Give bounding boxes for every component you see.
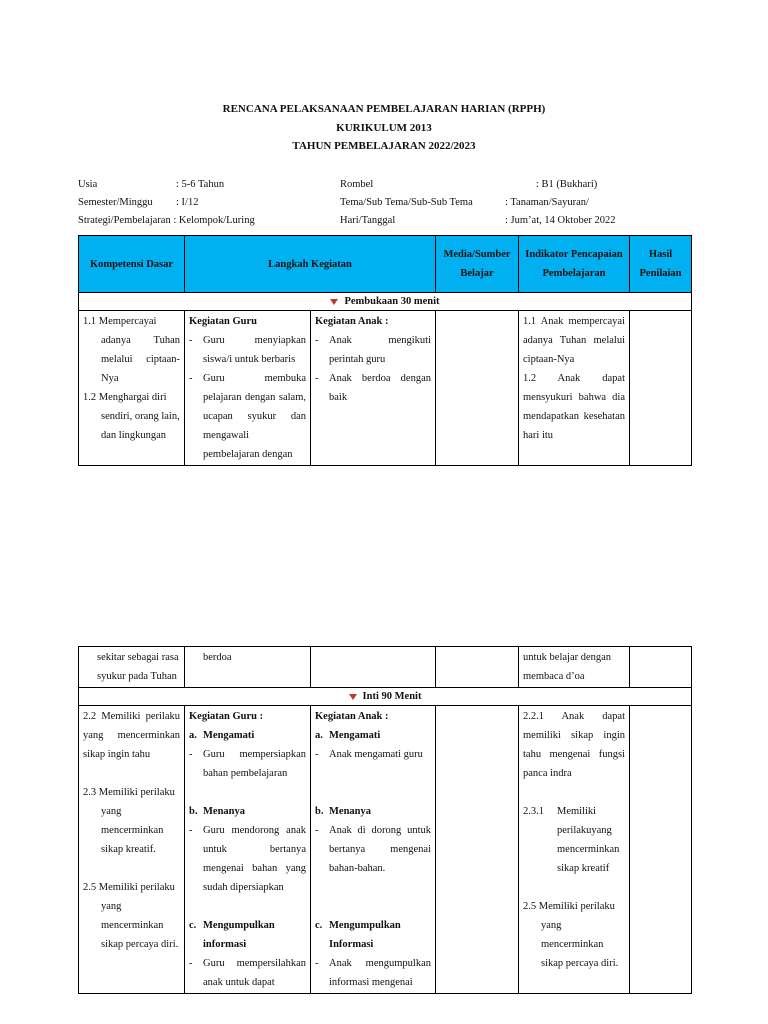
anak-step-2: Anak berdoa dengan baik <box>329 373 432 403</box>
doc-subtitle-year: TAHUN PEMBELAJARAN 2022/2023 <box>292 140 476 152</box>
doc-title: RENCANA PELAKSANAAN PEMBELAJARAN HARIAN (RPPH) <box>222 103 546 115</box>
kd-2-5-desc: yang mencerminkan sikap percaya diri. <box>101 901 179 950</box>
kegiatan-guru-inti-heading: Kegiatan Guru : <box>189 711 264 722</box>
section-pembukaan-label: Pembukaan 30 menit <box>344 296 440 307</box>
kd-2-3-desc: yang mencerminkan sikap kreatif. <box>101 806 164 855</box>
strategi-line: Strategi/Pembelajaran : Kelompok/Luring <box>78 215 255 226</box>
guru-step-1: Guru menyiapkan siswa/i untuk berbaris <box>203 335 306 365</box>
rpph-table-page1 <box>78 235 692 466</box>
tema-label: Tema/Sub Tema/Sub-Sub Tema <box>340 197 473 208</box>
anak-step-1: Anak mengikuti perintah guru <box>329 335 432 365</box>
indikator-1-1: 1.1 Anak mempercayai adanya Tuhan melalui ciptaan-Nya <box>523 316 626 365</box>
section-inti-label: Inti 90 Menit <box>362 691 422 702</box>
kd-1-2: 1.2 Menghargai diri <box>83 392 167 403</box>
doc-subtitle-curriculum: KURIKULUM 2013 <box>336 122 432 134</box>
guru-continued: berdoa <box>185 647 311 688</box>
usia-value: : 5-6 Tahun <box>176 179 225 190</box>
hasil-inti-cell <box>630 706 692 994</box>
rombel-value: : B1 (Bukhari) <box>536 179 598 190</box>
header-langkah-kegiatan: Langkah Kegiatan <box>185 236 436 293</box>
kd-2-2: 2.2 Memiliki perilaku yang mencerminkan sikap ingin tahu <box>83 711 180 760</box>
anak-b-marker: b. <box>315 806 324 817</box>
kd-1-1-desc: adanya Tuhan melalui ciptaan-Nya <box>101 335 180 384</box>
indikator-inti-cell <box>519 706 630 994</box>
header-hasil-penilaian: Hasil Penilaian <box>630 236 692 293</box>
kegiatan-guru-heading: Kegiatan Guru <box>189 316 257 327</box>
rpph-table-page2 <box>78 646 692 994</box>
guru-c-step: Guru mempersilahkan anak untuk dapat <box>203 958 306 988</box>
indikator-2-3-1-number: 2.3.1 <box>523 806 544 817</box>
anak-continued <box>311 647 436 688</box>
indikator-2-5: 2.5 Memiliki perilaku <box>523 901 615 912</box>
kegiatan-anak-inti-heading: Kegiatan Anak : <box>315 711 389 722</box>
anak-b-step: Anak di dorong untuk bertanya mengenai bahan-bahan. <box>329 825 431 874</box>
kegiatan-anak-cell: Kegiatan Anak : - Anak mengikuti perintah guru - Anak berdoa dengan baik <box>311 311 436 466</box>
semester-value: : I/12 <box>176 197 199 208</box>
indikator-cell <box>519 311 630 466</box>
anak-a-title: Mengamati <box>329 730 381 741</box>
anak-a-marker: a. <box>315 730 323 741</box>
media-cell <box>436 311 519 466</box>
kegiatan-guru-cell: Kegiatan Guru - Guru menyiapkan siswa/i untuk berbaris - Guru membuka pelajaran dengan salam, ucapan syukur dan mengawali pembelajaran dengan <box>185 311 311 466</box>
indikator-2-2-1: 2.2.1 Anak dapat memiliki sikap ingin tahu mengenai fungsi panca indra <box>523 711 625 779</box>
kd-1-2-desc: sendiri, orang lain, dan lingkungan <box>101 411 180 441</box>
rombel-label: Rombel <box>340 179 374 190</box>
kd-continued: sekitar sebagai rasa syukur pada Tuhan <box>79 647 185 688</box>
tema-value: : Tanaman/Sayuran/ <box>505 197 589 208</box>
usia-label: Usia <box>78 179 98 190</box>
hasil-cell <box>630 311 692 466</box>
header-kompetensi-dasar: Kompetensi Dasar <box>79 236 185 293</box>
media-inti-cell <box>436 706 519 994</box>
section-pembukaan <box>79 293 692 311</box>
anak-c-title: Mengumpulkan Informasi <box>329 920 401 950</box>
kd-2-3: 2.3 Memiliki perilaku <box>83 787 175 798</box>
kd-1-1: 1.1 Mempercayai <box>83 316 157 327</box>
indikator-continued: untuk belajar dengan membaca d’oa <box>519 647 630 688</box>
header-indikator: Indikator Pencapaian Pembelajaran <box>519 236 630 293</box>
anak-a-step: Anak mengamati guru <box>329 749 423 760</box>
anak-b-title: Menanya <box>329 806 371 817</box>
indikator-2-3-1-desc: Memiliki perilakuyang mencerminkan sikap kreatif <box>557 806 620 874</box>
kegiatan-guru-inti-cell: Kegiatan Guru : a. Mengamati - Guru mempersiapkan bahan pembelajaran b. Menanya - Guru mendorong anak untuk bertanya mengenai bahan yang sudah dipersiapkan c. Mengumpulkan informasi - Guru mempersilahkan anak untuk dapat <box>185 706 311 994</box>
header-media-sumber: Media/Sumber Belajar <box>436 236 519 293</box>
guru-b-step: Guru mendorong anak untuk bertanya mengenai bahan yang sudah dipersiapkan <box>203 825 306 893</box>
media-continued <box>436 647 519 688</box>
hari-value: : Jum’at, 14 Oktober 2022 <box>505 215 616 226</box>
guru-a-title: Mengamati <box>203 730 255 741</box>
guru-a-marker: a. <box>189 730 197 741</box>
hari-label: Hari/Tanggal <box>340 215 396 226</box>
anak-c-step: Anak mengumpulkan informasi mengenai <box>329 958 431 988</box>
guru-b-title: Menanya <box>203 806 245 817</box>
guru-b-marker: b. <box>189 806 198 817</box>
semester-label: Semester/Minggu <box>78 197 153 208</box>
bullet-triangle-icon <box>349 694 357 700</box>
section-inti <box>79 688 692 706</box>
kd-cell <box>79 311 185 466</box>
hasil-continued <box>630 647 692 688</box>
guru-a-step: Guru mempersiapkan bahan pembelajaran <box>203 749 306 779</box>
anak-c-marker: c. <box>315 920 323 931</box>
guru-step-2: Guru membuka pelajaran dengan salam, ucapan syukur dan mengawali pembelajaran dengan <box>203 373 306 460</box>
indikator-2-5-desc: yang mencerminkan sikap percaya diri. <box>541 920 619 969</box>
kegiatan-anak-heading: Kegiatan Anak : <box>315 316 389 327</box>
kegiatan-anak-inti-cell: Kegiatan Anak : a. Mengamati - Anak mengamati guru b. Menanya - Anak di dorong untuk bertanya mengenai bahan-bahan. c. Mengumpulkan Informasi - Anak mengumpulkan informasi mengenai <box>311 706 436 994</box>
guru-c-title: Mengumpulkan informasi <box>203 920 275 950</box>
bullet-triangle-icon <box>330 299 338 305</box>
kd-inti-cell <box>79 706 185 994</box>
indikator-1-2: 1.2 Anak dapat mensyukuri bahwa dia mendapatkan kesehatan hari itu <box>523 373 626 441</box>
kd-2-5: 2.5 Memiliki perilaku <box>83 882 175 893</box>
guru-c-marker: c. <box>189 920 197 931</box>
